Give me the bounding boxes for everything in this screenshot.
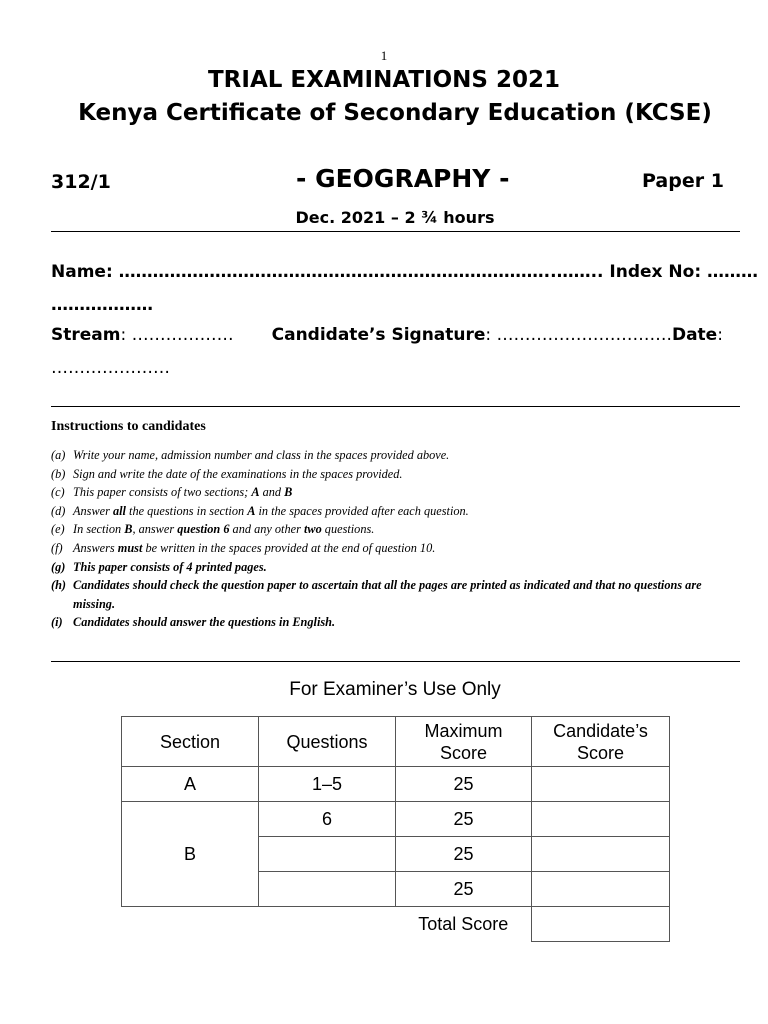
divider (51, 661, 740, 662)
paper-code: 312/1 (51, 171, 111, 193)
divider (51, 406, 740, 407)
instructions-list (51, 446, 741, 632)
instruction-item (51, 446, 741, 465)
table-row (122, 802, 670, 837)
empty-cell (259, 907, 396, 942)
name-index-line (51, 262, 758, 282)
header-section: Section (122, 717, 259, 767)
instruction-emphasis: A (251, 485, 260, 500)
header-maximum-score (396, 717, 532, 767)
instruction-item (51, 613, 741, 632)
header-line: Candidate’s (553, 720, 648, 741)
item-marker: (d) (51, 503, 66, 518)
max-score-cell: 25 (396, 837, 532, 872)
questions-cell (259, 872, 396, 907)
max-score-cell: 25 (396, 802, 532, 837)
instruction-item (51, 576, 741, 613)
instruction-emphasis: B (284, 485, 293, 500)
instruction-text: Answer (73, 503, 113, 518)
table-header-row (122, 717, 670, 767)
header-line: Score (439, 742, 488, 763)
examiner-score-table (121, 716, 670, 942)
subject-title: - GEOGRAPHY - (296, 164, 510, 193)
item-marker: (c) (51, 485, 65, 500)
instruction-item (51, 539, 741, 558)
instruction-emphasis: B (124, 522, 133, 537)
section-cell-b: B (122, 802, 259, 907)
signature-label: Candidate’s Signature (271, 325, 486, 345)
max-score-cell: 25 (396, 872, 532, 907)
instruction-emphasis: must (117, 540, 143, 555)
instruction-text: be written in the spaces provided at the end of question 10. (142, 540, 436, 555)
signature-field[interactable]: : …………………………. (485, 325, 672, 345)
instructions-heading: Instructions to candidates (51, 419, 206, 434)
instruction-emphasis: all (112, 503, 126, 518)
header-candidate-score (532, 717, 670, 767)
instruction-text: Write your name, admission number and class in the spaces provided above. (73, 448, 450, 462)
item-marker: (h) (51, 578, 67, 593)
exam-subtitle: Kenya Certificate of Secondary Education (KCSE) (78, 100, 712, 126)
name-field[interactable]: …………………………………………………………………..…….. (112, 262, 610, 282)
instruction-emphasis: two (303, 522, 322, 537)
page-number: 1 (380, 48, 388, 63)
instruction-text: Sign and write the date of the examinations in the spaces provided. (73, 466, 403, 481)
table-row (122, 767, 670, 802)
stream-label: Stream (51, 325, 121, 345)
instruction-emphasis: question 6 (177, 522, 230, 537)
instruction-text: in the spaces provided after each question. (255, 503, 469, 518)
index-field-continued (51, 295, 153, 315)
item-marker: (g) (51, 559, 66, 574)
divider (51, 231, 740, 232)
candidate-score-cell[interactable] (532, 802, 670, 837)
total-row (122, 907, 670, 942)
instruction-item (51, 520, 741, 539)
header-line: Maximum (424, 720, 503, 741)
instruction-text: Candidates should check the question paper to ascertain that all the pages are printed as indicated and that no questions are missing. (73, 578, 702, 611)
exam-date-duration: Dec. 2021 – 2 ¾ hours (295, 208, 495, 227)
empty-cell (122, 907, 259, 942)
header-questions: Questions (259, 717, 396, 767)
paper-number: Paper 1 (642, 170, 724, 192)
header-line: Score (576, 742, 625, 763)
index-field[interactable]: ……… (701, 262, 759, 282)
date-colon: : (717, 325, 723, 345)
index-label: Index No: (609, 262, 702, 282)
item-marker: (f) (51, 540, 63, 555)
section-cell: A (122, 767, 259, 802)
date-field[interactable]: ………………… (51, 358, 170, 378)
instruction-text: This paper consists of 4 printed pages. (73, 559, 267, 574)
questions-cell (259, 837, 396, 872)
instruction-text: In section (73, 522, 125, 537)
instruction-item (51, 558, 741, 577)
item-marker: (i) (51, 615, 63, 630)
date-label: Date (671, 325, 718, 345)
instruction-item (51, 483, 741, 502)
candidate-score-cell[interactable] (532, 872, 670, 907)
item-marker: (b) (51, 466, 66, 481)
name-label: Name: (51, 262, 113, 282)
instruction-text: Answers (73, 540, 118, 555)
instruction-text: and (259, 485, 285, 500)
date-field-continued (51, 358, 170, 378)
item-marker: (e) (51, 522, 65, 537)
instruction-text: and any other (229, 522, 304, 537)
questions-cell: 6 (259, 802, 396, 837)
stream-field[interactable]: : ……………… (120, 325, 234, 345)
total-score-cell[interactable] (532, 907, 670, 942)
candidate-score-cell[interactable] (532, 767, 670, 802)
instruction-text: , answer (132, 522, 178, 537)
instruction-text: Candidates should answer the questions in English. (73, 615, 336, 630)
instruction-text: This paper consists of two sections; (73, 485, 252, 500)
examiner-table-title: For Examiner’s Use Only (289, 679, 501, 700)
item-marker: (a) (51, 448, 66, 462)
instruction-item (51, 502, 741, 521)
stream-signature-line (51, 325, 723, 345)
candidate-score-cell[interactable] (532, 837, 670, 872)
instruction-text: questions. (321, 522, 375, 537)
exam-title: TRIAL EXAMINATIONS 2021 (207, 67, 560, 93)
instruction-emphasis: A (247, 503, 256, 518)
instruction-item (51, 465, 741, 484)
max-score-cell: 25 (396, 767, 532, 802)
questions-cell: 1–5 (259, 767, 396, 802)
index-field-cont[interactable]: ……………… (51, 295, 153, 315)
instruction-text: the questions in section (125, 503, 248, 518)
total-score-label: Total Score (396, 907, 532, 942)
